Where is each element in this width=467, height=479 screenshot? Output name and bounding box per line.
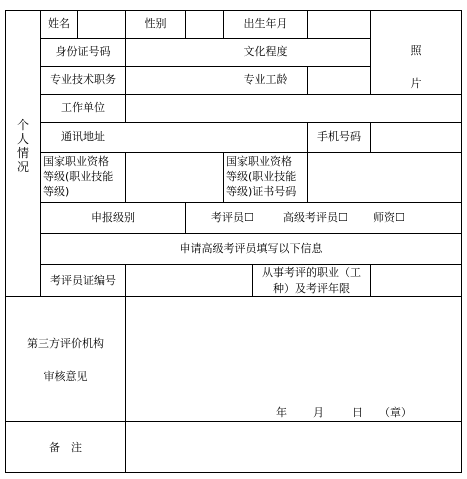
label-qual-level-3: 等级) xyxy=(43,185,70,198)
label-id-number: 身份证号码 xyxy=(55,45,111,58)
label-assessor-cert-no: 考评员证编号 xyxy=(50,274,116,287)
photo-label-2: 片 xyxy=(410,77,422,90)
label-qual-level-2: 等级(职业技能 xyxy=(43,170,114,183)
sign-year: 年 xyxy=(276,406,287,419)
grid-line xyxy=(125,152,126,202)
label-tech-title: 专业技术职务 xyxy=(50,73,116,86)
label-qual-cert-2: 等级(职业技能 xyxy=(226,170,297,183)
grid-line xyxy=(5,10,6,473)
grid-line xyxy=(40,264,462,265)
grid-line xyxy=(125,296,126,473)
sign-month: 月 xyxy=(313,406,324,419)
option-mentor[interactable]: 师资☐ xyxy=(373,211,405,224)
section-label-personal: 个人情况 xyxy=(16,118,29,174)
grid-line xyxy=(40,94,462,95)
grid-line xyxy=(5,10,462,11)
grid-line xyxy=(40,38,370,39)
photo-label-1: 照 xyxy=(410,44,422,57)
label-third-party: 第三方评价机构 xyxy=(27,337,104,350)
grid-line xyxy=(5,421,462,422)
label-birth: 出生年月 xyxy=(243,17,288,30)
label-assess-occupation-2: 种）及考评年限 xyxy=(273,282,350,295)
grid-line xyxy=(40,66,370,67)
label-address: 通讯地址 xyxy=(61,130,105,143)
label-gender: 性别 xyxy=(144,17,167,30)
label-education: 文化程度 xyxy=(243,45,288,58)
grid-line xyxy=(461,10,462,473)
label-apply-level: 申报级别 xyxy=(91,211,135,224)
label-qual-cert-3: 等级)证书号码 xyxy=(226,185,297,198)
grid-line xyxy=(125,38,126,122)
grid-line xyxy=(307,152,308,202)
grid-line xyxy=(307,10,308,38)
grid-line xyxy=(40,152,462,153)
label-review-opinion: 审核意见 xyxy=(43,370,88,383)
label-qual-cert-1: 国家职业资格 xyxy=(226,155,292,168)
grid-line xyxy=(77,10,78,38)
option-assessor[interactable]: 考评员☐ xyxy=(211,211,254,224)
grid-line xyxy=(40,202,462,203)
option-senior-assessor[interactable]: 高级考评员☐ xyxy=(283,211,348,224)
grid-line xyxy=(5,472,462,473)
label-remarks: 备 注 xyxy=(49,441,82,454)
grid-line xyxy=(307,66,308,94)
label-mobile: 手机号码 xyxy=(317,130,361,143)
sign-day: 日 xyxy=(352,406,363,419)
grid-line xyxy=(223,152,224,202)
grid-line xyxy=(370,122,371,152)
label-name: 姓名 xyxy=(48,17,70,30)
sign-seal: （章） xyxy=(379,406,412,419)
senior-note: 申请高级考评员填写以下信息 xyxy=(179,242,323,255)
grid-line xyxy=(40,122,462,123)
grid-line xyxy=(185,202,186,233)
grid-line xyxy=(185,10,186,38)
label-qual-level-1: 国家职业资格 xyxy=(43,155,109,168)
grid-line xyxy=(5,296,462,297)
label-work-years: 专业工龄 xyxy=(243,73,288,86)
label-employer: 工作单位 xyxy=(61,101,105,114)
grid-line xyxy=(370,264,371,296)
grid-line xyxy=(40,233,462,234)
label-assess-occupation-1: 从事考评的职业（工 xyxy=(262,266,361,279)
grid-line xyxy=(125,264,126,296)
